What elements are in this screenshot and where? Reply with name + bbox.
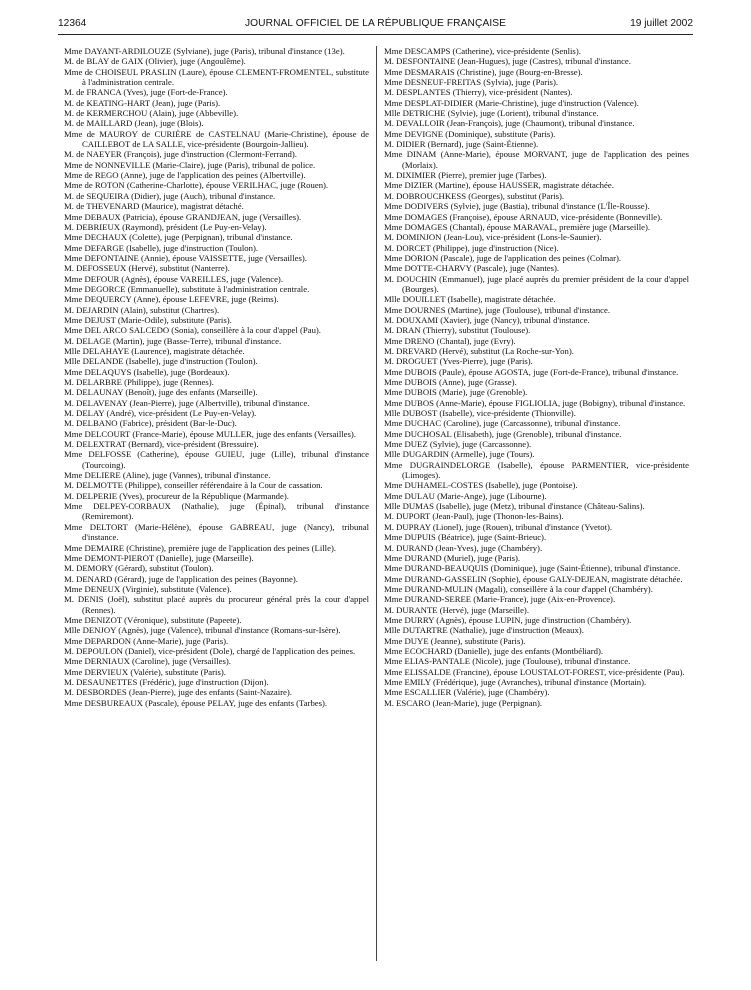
list-item: Mme DUCHOSAL (Elisabeth), juge (Grenoble), tribunal d'instance.: [384, 428, 622, 439]
list-item: M. DELARBRE (Philippe), juge (Rennes).: [64, 377, 214, 387]
list-item: Mlle DUTARTRE (Nathalie), juge d'instruction (Meaux).: [384, 625, 584, 636]
list-item: Mme DUGRAINDELORGE (Isabelle), épouse PARMENTIER, vice-présidente (Limoges).: [384, 459, 689, 481]
list-item: Mme DRENO (Chantal), juge (Evry).: [384, 335, 516, 346]
list-item: Mme DERNIAUX (Caroline), juge (Versailles).: [64, 656, 231, 667]
list-item: M. DENIS (Joël), substitut placé auprès du procureur général près la cour d'appel (Rennes).: [64, 594, 369, 615]
list-item: Mme DOMAGES (Chantal), épouse MARAVAL, première juge (Marseille).: [384, 221, 651, 232]
list-item: Mme DEFONTAINE (Annie), épouse VAISSETTE, juge (Versailles).: [64, 252, 307, 263]
list-item: M. DROGUET (Yves-Pierre), juge (Paris).: [384, 356, 533, 367]
list-item: Mme DINAM (Anne-Marie), épouse MORVANT, juge de l'application des peines (Morlaix).: [384, 149, 689, 170]
list-item: Mme DUPUIS (Béatrice), juge (Saint-Brieuc).: [384, 532, 547, 543]
list-item: M. DIDIER (Bernard), juge (Saint-Étienne).: [384, 139, 539, 150]
list-item: Mme DEBAUX (Patricia), épouse GRANDJEAN, juge (Versailles).: [64, 211, 302, 222]
list-item: M. DREVARD (Hervé), substitut (La Roche-sur-Yon).: [384, 345, 574, 356]
list-item: M. DIXIMIER (Pierre), premier juge (Tarbes).: [384, 170, 547, 181]
list-item: Mlle DENJOY (Agnès), juge (Valence), tribunal d'instance (Romans-sur-Isère).: [64, 625, 341, 636]
list-item: M. DORCET (Philippe), juge d'instruction (Nice).: [384, 242, 559, 253]
list-item: Mme DELFOSSE (Catherine), épouse GUIEU, juge (Lille), tribunal d'instance (Tourcoing).: [64, 449, 369, 470]
list-item: Mme DESMARAIS (Christine), juge (Bourg-en-Bresse).: [384, 66, 583, 77]
list-item: M. DESPLANTES (Thierry), vice-président (Nantes).: [384, 87, 573, 98]
list-item: Mme DUBOIS (Marie), juge (Grenoble).: [384, 387, 528, 398]
list-item: Mme ECOCHARD (Danielle), juge des enfants (Montbéliard).: [384, 645, 604, 656]
list-item: Mme DAYANT-ARDILOUZE (Sylviane), juge (Paris), tribunal d'instance (13e).: [64, 46, 345, 56]
list-item: Mme DIZIER (Martine), épouse HAUSSER, magistrate détachée.: [384, 180, 614, 191]
list-item: M. DELAY (André), vice-président (Le Puy-en-Velay).: [64, 408, 257, 419]
list-item: Mlle DUMAS (Isabelle), juge (Metz), tribunal d'instance (Château-Salins).: [384, 501, 645, 512]
list-item: Mme DORION (Pascale), juge de l'application des peines (Colmar).: [384, 252, 622, 263]
list-item: M. DRAN (Thierry), substitut (Toulouse).: [384, 325, 531, 336]
list-item: Mlle DUBOST (Isabelle), vice-présidente (Thionville).: [384, 408, 576, 419]
header-rule: [58, 34, 693, 35]
list-item: Mme DODIVERS (Sylvie), juge (Bastia), tribunal d'instance (L'Île-Rousse).: [384, 201, 650, 212]
left-column: [64, 46, 369, 708]
list-item: Mme DUBOIS (Anne), juge (Grasse).: [384, 377, 517, 387]
list-item: Mlle DUGARDIN (Armelle), juge (Tours).: [384, 449, 535, 460]
list-item: M. de BLAY de GAIX (Olivier), juge (Angoulême).: [64, 56, 246, 67]
list-item: Mme DEJUST (Marie-Odile), substitute (Paris).: [64, 314, 232, 325]
list-item: Mme DURAND-MULIN (Magali), conseillère à la cour d'appel (Chambéry).: [384, 583, 653, 594]
list-item: Mme de CHOISEUL PRASLIN (Laure), épouse CLEMENT-FROMENTEL, substitute à l'administration centrale.: [64, 66, 369, 88]
list-item: Mme DESPLAT-DIDIER (Marie-Christine), juge d'instruction (Valence).: [384, 97, 639, 108]
list-item: Mme DUEZ (Sylvie), juge (Carcassonne).: [384, 439, 532, 450]
list-item: M. de FRANCA (Yves), juge (Fort-de-France).: [64, 87, 228, 98]
list-item: M. DEFOSSEUX (Hervé), substitut (Nanterre).: [64, 263, 230, 274]
list-item: M. DELAVENAY (Jean-Pierre), juge (Albertville), tribunal d'instance.: [64, 397, 310, 408]
list-item: M. DEMORY (Gérard), substitut (Toulon).: [64, 563, 214, 574]
list-item: Mlle DOUILLET (Isabelle), magistrate détachée.: [384, 294, 556, 305]
publication-date: 19 juillet 2002: [630, 18, 693, 29]
list-item: M. DOMINJON (Jean-Lou), vice-président (Lons-le-Saunier).: [384, 232, 602, 243]
list-item: Mme ELISSALDE (Francine), épouse LOUSTALOT-FOREST, vice-présidente (Pau).: [384, 666, 685, 677]
list-item: M. DURAND (Jean-Yves), juge (Chambéry).: [384, 542, 543, 553]
list-item: M. DUPRAY (Lionel), juge (Rouen), tribunal d'instance (Yvetot).: [384, 521, 613, 532]
journal-title: JOURNAL OFFICIEL DE LA RÉPUBLIQUE FRANÇAISE: [244, 18, 507, 29]
list-item: Mme de ROTON (Catherine-Charlotte), épouse VERILHAC, juge (Rouen).: [64, 180, 329, 191]
list-item: M. DELAUNAY (Benoît), juge des enfants (Marseille).: [64, 387, 258, 398]
list-item: Mlle DETRICHE (Sylvie), juge (Lorient), tribunal d'instance.: [384, 108, 599, 119]
list-item: M. DELAGE (Martin), juge (Basse-Terre), tribunal d'instance.: [64, 335, 282, 346]
list-item: M. DESBORDES (Jean-Pierre), juge des enfants (Saint-Nazaire).: [64, 687, 292, 698]
list-item: Mlle DELANDE (Isabelle), juge d'instruction (Toulon).: [64, 356, 258, 367]
list-item: M. DEPOULON (Daniel), vice-président (Dole), chargé de l'application des peines.: [64, 645, 356, 656]
list-item: Mme DUYE (Jeanne), substitute (Paris).: [384, 635, 526, 646]
list-item: Mme DELIERE (Aline), juge (Vannes), tribunal d'instance.: [64, 470, 271, 481]
list-item: Mme DENIZOT (Véronique), substitute (Papeete).: [64, 614, 242, 625]
list-item: Mme DOTTE-CHARVY (Pascale), juge (Nantes).: [384, 263, 560, 274]
list-item: Mme DERVIEUX (Valérie), substitute (Paris).: [64, 666, 226, 677]
list-item: M. de KEATING-HART (Jean), juge (Paris).: [64, 97, 221, 108]
list-item: M. de SEQUEIRA (Didier), juge (Auch), tribunal d'instance.: [64, 190, 276, 201]
list-item: Mme DURRY (Agnès), épouse LUPIN, juge d'instruction (Chambéry).: [384, 614, 632, 625]
list-item: M. de KERMERCHOU (Alain), juge (Abbeville).: [64, 108, 239, 119]
list-item: Mme DENEUX (Virginie), substitute (Valence).: [64, 583, 232, 594]
list-item: M. DELPERIE (Yves), procureur de la République (Marmande).: [64, 490, 289, 501]
list-item: Mme DELAQUYS (Isabelle), juge (Bordeaux).: [64, 366, 230, 377]
list-item: Mme de MAUROY de CURIÈRE de CASTELNAU (Marie-Christine), épouse de CAILLEBOT de LA SALLE, vice-présidente (Bourgoin-Jallieu).: [64, 128, 369, 150]
list-item: Mme DOMAGES (Françoise), épouse ARNAUD, vice-présidente (Bonneville).: [384, 211, 663, 222]
list-item: M. DURANTE (Hervé), juge (Marseille).: [384, 604, 529, 615]
list-item: Mme DUCHAC (Caroline), juge (Carcassonne), tribunal d'instance.: [384, 418, 621, 429]
list-item: Mme DEGORCE (Emmanuelle), substitute à l'administration centrale.: [64, 283, 310, 294]
list-item: Mme DURAND-SEREE (Marie-France), juge (Aix-en-Provence).: [384, 594, 616, 605]
list-item: M. DOBROUCHKESS (Georges), substitut (Paris).: [384, 190, 565, 201]
list-item: Mme DESBUREAUX (Pascale), épouse PELAY, juge des enfants (Tarbes).: [64, 697, 328, 708]
list-item: Mme DURAND (Muriel), juge (Paris).: [384, 552, 521, 563]
list-item: Mme DEPARDON (Anne-Marie), juge (Paris).: [64, 635, 229, 646]
list-item: Mme DUHAMEL-COSTES (Isabelle), juge (Pontoise).: [384, 480, 578, 491]
list-item: Mme ELIAS-PANTALE (Nicole), juge (Toulouse), tribunal d'instance.: [384, 656, 631, 667]
list-item: M. de THEVENARD (Maurice), magistrat détaché.: [64, 201, 244, 212]
list-item: M. DEBRIEUX (Raymond), président (Le Puy-en-Velay).: [64, 221, 267, 232]
list-item: M. DESFONTAINE (Jean-Hugues), juge (Castres), tribunal d'instance.: [384, 56, 631, 67]
list-item: Mme DEFARGE (Isabelle), juge d'instruction (Toulon).: [64, 242, 259, 253]
list-item: M. DEJARDIN (Alain), substitut (Chartres).: [64, 304, 220, 315]
list-item: M. DELEXTRAT (Bernard), vice-président (Bressuire).: [64, 439, 259, 450]
list-item: M. DESAUNETTES (Frédéric), juge d'instruction (Dijon).: [64, 676, 269, 687]
list-item: Mme DUBOIS (Paule), épouse AGOSTA, juge (Fort-de-France), tribunal d'instance.: [384, 366, 679, 377]
list-item: Mme DELTORT (Marie-Hélène), épouse GABREAU, juge (Nancy), tribunal d'instance.: [64, 521, 369, 543]
list-item: Mme DOURNES (Martine), juge (Toulouse), tribunal d'instance.: [384, 304, 611, 315]
list-item: M. DEVALLOIR (Jean-François), juge (Chaumont), tribunal d'instance.: [384, 118, 635, 129]
list-item: Mme DULAU (Marie-Ange), juge (Libourne).: [384, 490, 547, 501]
list-item: Mme EMILY (Frédérique), juge (Avranches), tribunal d'instance (Mortain).: [384, 676, 647, 687]
list-item: Mme DEVIGNE (Dominique), substitute (Paris).: [384, 128, 556, 139]
list-item: Mme de REGO (Anne), juge de l'application des peines (Albertville).: [64, 170, 306, 181]
list-item: Mme DUBOS (Anne-Marie), épouse FIGLIOLIA, juge (Bobigny), tribunal d'instance.: [384, 397, 686, 408]
list-item: Mme DEL ARCO SALCEDO (Sonia), conseillère à la cour d'appel (Pau).: [64, 325, 321, 336]
list-item: Mme DEQUERCY (Anne), épouse LEFEVRE, juge (Reims).: [64, 294, 279, 305]
list-item: M. de NAEYER (François), juge d'instruction (Clermont-Ferrand).: [64, 149, 297, 160]
list-item: Mme de NONNEVILLE (Marie-Claire), juge (Paris), tribunal de police.: [64, 159, 316, 170]
list-item: Mme DURAND-BEAUQUIS (Dominique), juge (Saint-Étienne), tribunal d'instance.: [384, 563, 681, 574]
list-item: M. DOUXAMI (Xavier), juge (Nancy), tribunal d'instance.: [384, 314, 590, 325]
list-item: Mme DURAND-GASSELIN (Sophie), épouse GALY-DEJEAN, magistrate détachée.: [384, 573, 683, 584]
list-item: M. DENARD (Gérard), juge de l'application des peines (Bayonne).: [64, 573, 298, 584]
list-item: M. DUPORT (Jean-Paul), juge (Thonon-les-Bains).: [384, 511, 564, 522]
list-item: Mme ESCALLIER (Valérie), juge (Chambéry).: [384, 687, 550, 698]
list-item: M. DELBANO (Fabrice), président (Bar-le-Duc).: [64, 418, 237, 429]
page-number: 12364: [58, 18, 87, 29]
list-item: M. ESCARO (Jean-Marie), juge (Perpignan).: [384, 697, 543, 708]
list-item: Mme DECHAUX (Colette), juge (Perpignan), tribunal d'instance.: [64, 232, 293, 243]
list-item: Mlle DELAHAYE (Laurence), magistrate détachée.: [64, 345, 245, 356]
list-item: Mme DESNEUF-FREITAS (Sylvia), juge (Paris).: [384, 77, 559, 88]
list-item: M. de MAILLARD (Jean), juge (Blois).: [64, 118, 204, 129]
right-column: [384, 46, 689, 708]
list-item: M. DOUCHIN (Emmanuel), juge placé auprès du premier président de la cour d'appel (Bourges).: [384, 273, 689, 294]
list-item: Mme DELCOURT (France-Marie), épouse MULLER, juge des enfants (Versailles).: [64, 428, 356, 439]
list-item: Mme DEMAIRE (Christine), première juge de l'application des peines (Lille).: [64, 542, 337, 553]
list-item: Mme DEMONT-PIEROT (Danielle), juge (Marseille).: [64, 552, 254, 563]
page-header: [58, 18, 693, 34]
list-item: M. DELMOTTE (Philippe), conseiller référendaire à la Cour de cassation.: [64, 480, 323, 491]
list-item: Mme DESCAMPS (Catherine), vice-présidente (Senlis).: [384, 46, 581, 56]
list-item: Mme DELPEY-CORBAUX (Nathalie), juge (Épinal), tribunal d'instance (Remiremont).: [64, 501, 369, 522]
list-item: Mme DEFOUR (Agnès), épouse VAREILLES, juge (Valence).: [64, 273, 283, 284]
